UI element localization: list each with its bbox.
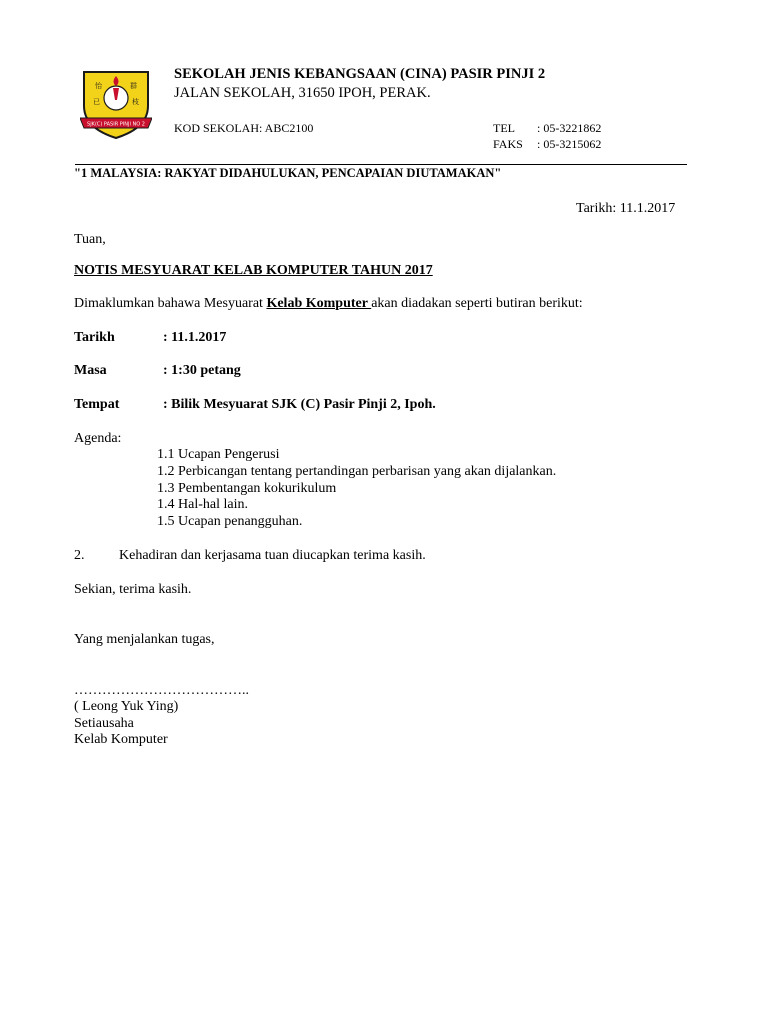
agenda-item: 1.3 Pembentangan kokurikulum [157,481,337,496]
letter-date: Tarikh: 11.1.2017 [576,201,676,216]
signatory-name: ( Leong Yuk Ying) [74,699,179,714]
fax-value: : 05-3215062 [537,137,602,151]
svg-text:怡: 怡 [95,82,102,90]
intro-before: Dimaklumkan bahawa Mesyuarat [74,296,267,311]
tel-label: TEL [493,121,515,135]
svg-text:已: 已 [93,98,100,106]
signatory-position: Setiausaha [74,716,134,731]
agenda-item: 1.2 Perbicangan tentang pertandingan perbarisan yang akan dijalankan. [157,464,557,479]
svg-text:群: 群 [130,82,137,90]
agenda-item: 1.5 Ucapan penangguhan. [157,514,303,529]
school-address: JALAN SEKOLAH, 31650 IPOH, PERAK. [174,85,431,101]
school-crest-logo [80,66,152,142]
signoff-line: Yang menjalankan tugas, [74,632,215,647]
closing-line: Sekian, terima kasih. [74,582,192,597]
paragraph-2-number: 2. [74,548,85,563]
signatory-club: Kelab Komputer [74,732,168,747]
agenda-item: 1.4 Hal-hal lain. [157,497,248,512]
letterhead-divider [75,164,687,165]
slogan: "1 MALAYSIA: RAKYAT DIDAHULUKAN, PENCAPAIAN DIUTAMAKAN" [74,166,502,180]
signature-dots: ……………………………….. [74,683,249,698]
detail-value-date: : 11.1.2017 [163,330,227,345]
paragraph-2-text: Kehadiran dan kerjasama tuan diucapkan terima kasih. [119,548,426,563]
intro-after: akan diadakan seperti butiran berikut: [371,296,583,311]
intro-club-name: Kelab Komputer [266,296,372,311]
agenda-item: 1.1 Ucapan Pengerusi [157,447,280,462]
tel-value: : 05-3221862 [537,121,602,135]
detail-value-venue: : Bilik Mesyuarat SJK (C) Pasir Pinji 2, Ipoh. [163,397,436,412]
detail-label-time: Masa [74,363,107,378]
agenda-label: Agenda: [74,431,122,446]
notice-title: NOTIS MESYUARAT KELAB KOMPUTER TAHUN 2017 [74,263,433,278]
fax-label: FAKS [493,137,523,151]
detail-label-venue: Tempat [74,397,120,412]
detail-label-date: Tarikh [74,330,115,345]
school-name: SEKOLAH JENIS KEBANGSAAN (CINA) PASIR PINJI 2 [174,66,546,82]
salutation: Tuan, [74,232,106,247]
detail-value-time: : 1:30 petang [163,363,241,378]
intro-paragraph [74,296,583,312]
crest-banner-text: SJK(C) PASIR PINJI NO 2 [87,121,145,128]
svg-text:枝: 枝 [132,98,139,106]
school-code: KOD SEKOLAH: ABC2100 [174,121,314,135]
